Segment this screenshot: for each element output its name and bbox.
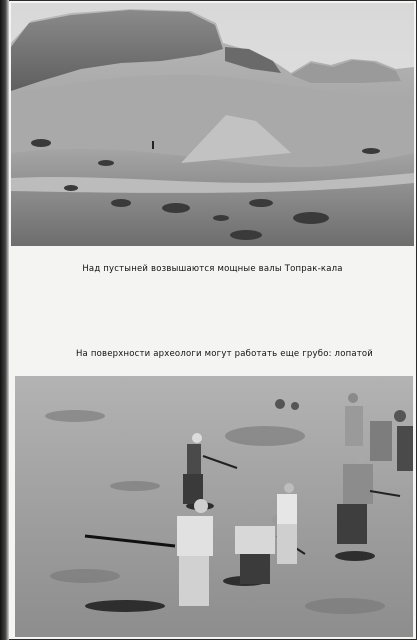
photo-caption-bottom: На поверхности археологи могут работать еще грубо: лопатой xyxy=(75,349,374,359)
page-binding-edge xyxy=(0,0,9,640)
photo-archaeologists-digging xyxy=(15,376,413,637)
photo-toprak-kala-ramparts xyxy=(11,3,414,246)
photo-caption-top: Над пустыней возвышаются мощные валы Топрак-кала xyxy=(82,264,343,274)
